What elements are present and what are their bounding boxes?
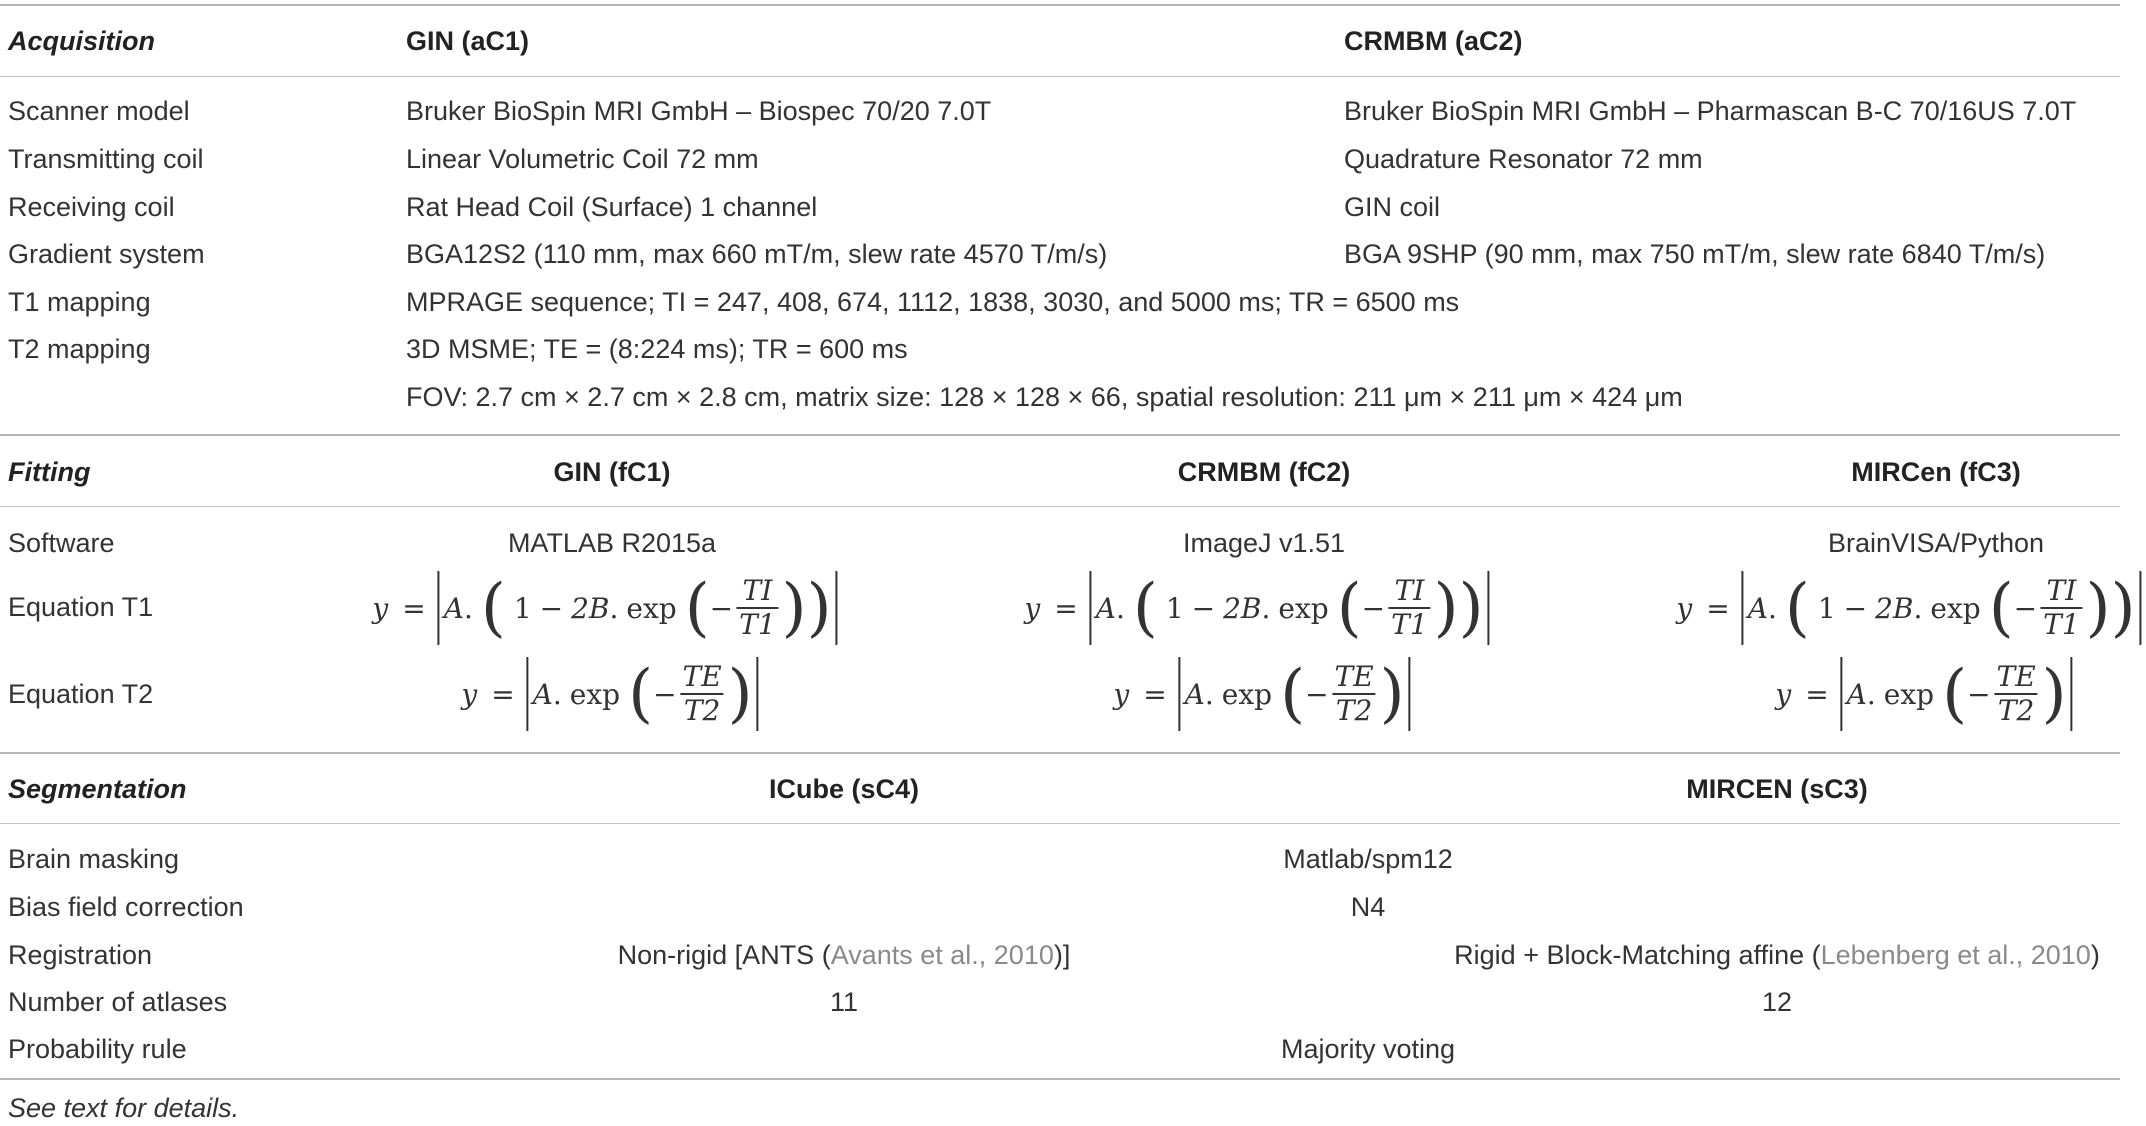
registration-icube-text: Non-rigid [ANTS ( [617, 940, 831, 970]
eq-var: y [461, 677, 478, 711]
registration-icube [618, 937, 1071, 973]
eq-num: 1 [1165, 591, 1184, 625]
eq-paren: ) [1458, 571, 1484, 645]
eq-sym: . [1261, 591, 1271, 625]
row-label-t1-mapping: T1 mapping [8, 287, 151, 317]
eq-paren: ( [1132, 571, 1158, 645]
eq-sym: . [552, 677, 562, 711]
eq-abs-bar [1841, 657, 1843, 731]
eq-fraction [736, 575, 779, 641]
eq-sym: . [609, 591, 619, 625]
fitting-col-crmbm: CRMBM (fC2) [1177, 457, 1351, 487]
scanner-gin: Bruker BioSpin MRI GmbH – Biospec 70/20 7.0T [406, 96, 992, 126]
eq-func: exp [626, 591, 677, 625]
eq-abs-bar [527, 657, 529, 731]
row-label-t2-mapping: T2 mapping [8, 334, 151, 364]
eq-sym: . [463, 591, 473, 625]
eq-fraction [1994, 661, 2039, 727]
eq-var: 2B [571, 591, 610, 625]
acquisition-header: Acquisition [8, 26, 155, 56]
fitting-header-rule [0, 506, 2120, 507]
eq-numerator: TE [682, 660, 722, 693]
eq-var: 2B [1223, 591, 1262, 625]
eq-paren: ) [2041, 657, 2067, 731]
eq-var: A [532, 677, 553, 711]
eq-sym: − [1361, 591, 1386, 625]
eq-abs-bar [438, 571, 440, 645]
equation-t1-mircen [1676, 570, 2145, 646]
eq-sym: − [1191, 591, 1216, 625]
acquisition-col-gin: GIN (aC1) [406, 26, 530, 56]
eq-var: 2B [1875, 591, 1914, 625]
equation-t2-crmbm [1113, 656, 1414, 732]
eq-abs-bar [1179, 657, 1181, 731]
eq-denominator: T2 [681, 693, 724, 727]
eq-paren: ( [684, 571, 710, 645]
eq-sym: . [1115, 591, 1125, 625]
eq-denominator: T1 [736, 607, 779, 641]
eq-numerator: TE [1996, 660, 2036, 693]
equation-t1-crmbm [1024, 570, 1493, 646]
eq-sym: − [1967, 677, 1991, 711]
row-label-registration: Registration [8, 940, 153, 970]
eq-sym: = [491, 677, 515, 711]
eq-var: y [1676, 591, 1693, 625]
footnote: See text for details. [8, 1093, 240, 1123]
eq-paren: ) [1433, 571, 1459, 645]
eq-func: exp [1221, 677, 1273, 711]
probability-value: Majority voting [1280, 1034, 1456, 1064]
bias-field-value: N4 [1350, 892, 1386, 922]
row-label-probability: Probability rule [8, 1034, 187, 1064]
eq-abs-bar [2140, 571, 2142, 645]
equation-t2-mircen [1775, 656, 2076, 732]
eq-paren: ) [1379, 657, 1405, 731]
software-gin: MATLAB R2015a [507, 528, 717, 558]
top-rule [0, 4, 2120, 6]
eq-sym: − [1305, 677, 1329, 711]
segmentation-col-mircen: MIRCEN (sC3) [1686, 774, 1868, 804]
scanner-crmbm: Bruker BioSpin MRI GmbH – Pharmascan B-C 70/16US 7.0T [1344, 96, 2077, 126]
segmentation-col-icube: ICube (sC4) [768, 774, 920, 804]
eq-sym: . [1204, 677, 1214, 711]
bottom-rule [0, 1078, 2120, 1080]
eq-numerator: TI [2046, 574, 2077, 607]
registration-icube-text: )] [1053, 940, 1071, 970]
eq-denominator: T1 [2040, 607, 2083, 641]
eq-sym: . [1767, 591, 1777, 625]
eq-sym: = [1143, 677, 1167, 711]
eq-paren: ) [806, 571, 832, 645]
acquisition-header-rule [0, 76, 2120, 77]
segmentation-header: Segmentation [8, 774, 187, 804]
eq-denominator: T2 [1333, 693, 1376, 727]
eq-paren: ( [1988, 571, 2014, 645]
eq-paren: ( [1280, 657, 1306, 731]
eq-paren: ) [2110, 571, 2136, 645]
receiving-gin: Rat Head Coil (Surface) 1 channel [406, 192, 818, 222]
row-label-transmitting: Transmitting coil [8, 144, 204, 174]
transmitting-crmbm: Quadrature Resonator 72 mm [1344, 144, 1703, 174]
eq-var: y [1775, 677, 1792, 711]
eq-numerator: TE [1334, 660, 1374, 693]
eq-paren: ) [2085, 571, 2111, 645]
receiving-crmbm: GIN coil [1344, 192, 1441, 222]
eq-abs-bar [1742, 571, 1744, 645]
acquisition-col-crmbm: CRMBM (aC2) [1344, 26, 1523, 56]
row-label-bias-field: Bias field correction [8, 892, 244, 922]
eq-num: 1 [513, 591, 532, 625]
eq-paren: ) [727, 657, 753, 731]
eq-func: exp [1278, 591, 1329, 625]
gradient-crmbm: BGA 9SHP (90 mm, max 750 mT/m, slew rate 6840 T/m/s) [1344, 239, 2046, 269]
registration-mircen [1454, 937, 2100, 973]
eq-var: A [1184, 677, 1205, 711]
eq-fraction [2040, 575, 2083, 641]
eq-sym: − [1843, 591, 1868, 625]
eq-paren: ( [1336, 571, 1362, 645]
row-label-equation-t1: Equation T1 [8, 592, 154, 622]
fitting-header: Fitting [8, 457, 91, 487]
software-mircen: BrainVISA/Python [1827, 528, 2045, 558]
eq-var: A [443, 591, 464, 625]
registration-mircen-text: ) [2090, 940, 2100, 970]
eq-numerator: TI [1394, 574, 1425, 607]
eq-func: exp [569, 677, 621, 711]
eq-denominator: T2 [1995, 693, 2038, 727]
eq-sym: − [2013, 591, 2038, 625]
eq-sym: = [1054, 591, 1078, 625]
eq-abs-bar [757, 657, 759, 731]
row-label-gradient: Gradient system [8, 239, 205, 269]
eq-fraction [1332, 661, 1377, 727]
eq-func: exp [1930, 591, 1981, 625]
atlases-icube: 11 [829, 987, 859, 1017]
eq-abs-bar [1409, 657, 1411, 731]
row-label-equation-t2: Equation T2 [8, 679, 154, 709]
t2-mapping-value: 3D MSME; TE = (8:224 ms); TR = 600 ms [406, 334, 908, 364]
citation-link[interactable]: Avants et al., 2010 [830, 940, 1054, 970]
eq-paren: ( [628, 657, 654, 731]
eq-sym: − [709, 591, 734, 625]
segmentation-top-rule [0, 752, 2120, 754]
row-label-atlases: Number of atlases [8, 987, 228, 1017]
row-label-receiving: Receiving coil [8, 192, 175, 222]
eq-var: y [1113, 677, 1130, 711]
eq-denominator: T1 [1388, 607, 1431, 641]
eq-sym: = [402, 591, 426, 625]
transmitting-gin: Linear Volumetric Coil 72 mm [406, 144, 759, 174]
segmentation-header-rule [0, 823, 2120, 824]
eq-var: y [372, 591, 389, 625]
eq-var: y [1024, 591, 1041, 625]
citation-link[interactable]: Lebenberg et al., 2010 [1820, 940, 2091, 970]
eq-num: 1 [1817, 591, 1836, 625]
eq-var: A [1846, 677, 1867, 711]
equation-t1-gin [372, 570, 841, 646]
row-label-brain-masking: Brain masking [8, 844, 180, 874]
eq-paren: ( [1784, 571, 1810, 645]
eq-abs-bar [836, 571, 838, 645]
fov-value: FOV: 2.7 cm × 2.7 cm × 2.8 cm, matrix size: 128 × 128 × 66, spatial resolution: 211 μm × 211 μm × 424 μm [406, 382, 1683, 412]
eq-sym: − [653, 677, 677, 711]
eq-fraction [1388, 575, 1431, 641]
fitting-top-rule [0, 434, 2120, 436]
eq-abs-bar [2071, 657, 2073, 731]
row-label-software: Software [8, 528, 115, 558]
eq-sym: . [1866, 677, 1876, 711]
gradient-gin: BGA12S2 (110 mm, max 660 mT/m, slew rate 4570 T/m/s) [406, 239, 1108, 269]
equation-t2-gin [461, 656, 762, 732]
brain-masking-value: Matlab/spm12 [1283, 844, 1453, 874]
fitting-col-mircen: MIRCen (fC3) [1851, 457, 2021, 487]
t1-mapping-value: MPRAGE sequence; TI = 247, 408, 674, 1112, 1838, 3030, and 5000 ms; TR = 6500 ms [406, 287, 1460, 317]
eq-abs-bar [1488, 571, 1490, 645]
atlases-mircen: 12 [1761, 987, 1793, 1017]
fitting-col-gin: GIN (fC1) [553, 457, 671, 487]
eq-var: A [1747, 591, 1768, 625]
eq-numerator: TI [742, 574, 773, 607]
eq-paren: ) [781, 571, 807, 645]
eq-sym: − [539, 591, 564, 625]
eq-func: exp [1883, 677, 1935, 711]
eq-var: A [1095, 591, 1116, 625]
software-crmbm: ImageJ v1.51 [1182, 528, 1346, 558]
eq-paren: ( [1942, 657, 1968, 731]
eq-sym: = [1706, 591, 1730, 625]
registration-mircen-text: Rigid + Block-Matching affine ( [1454, 940, 1821, 970]
row-label-scanner: Scanner model [8, 96, 190, 126]
eq-paren: ( [480, 571, 506, 645]
eq-sym: . [1913, 591, 1923, 625]
eq-sym: = [1805, 677, 1829, 711]
eq-abs-bar [1090, 571, 1092, 645]
eq-fraction [680, 661, 725, 727]
